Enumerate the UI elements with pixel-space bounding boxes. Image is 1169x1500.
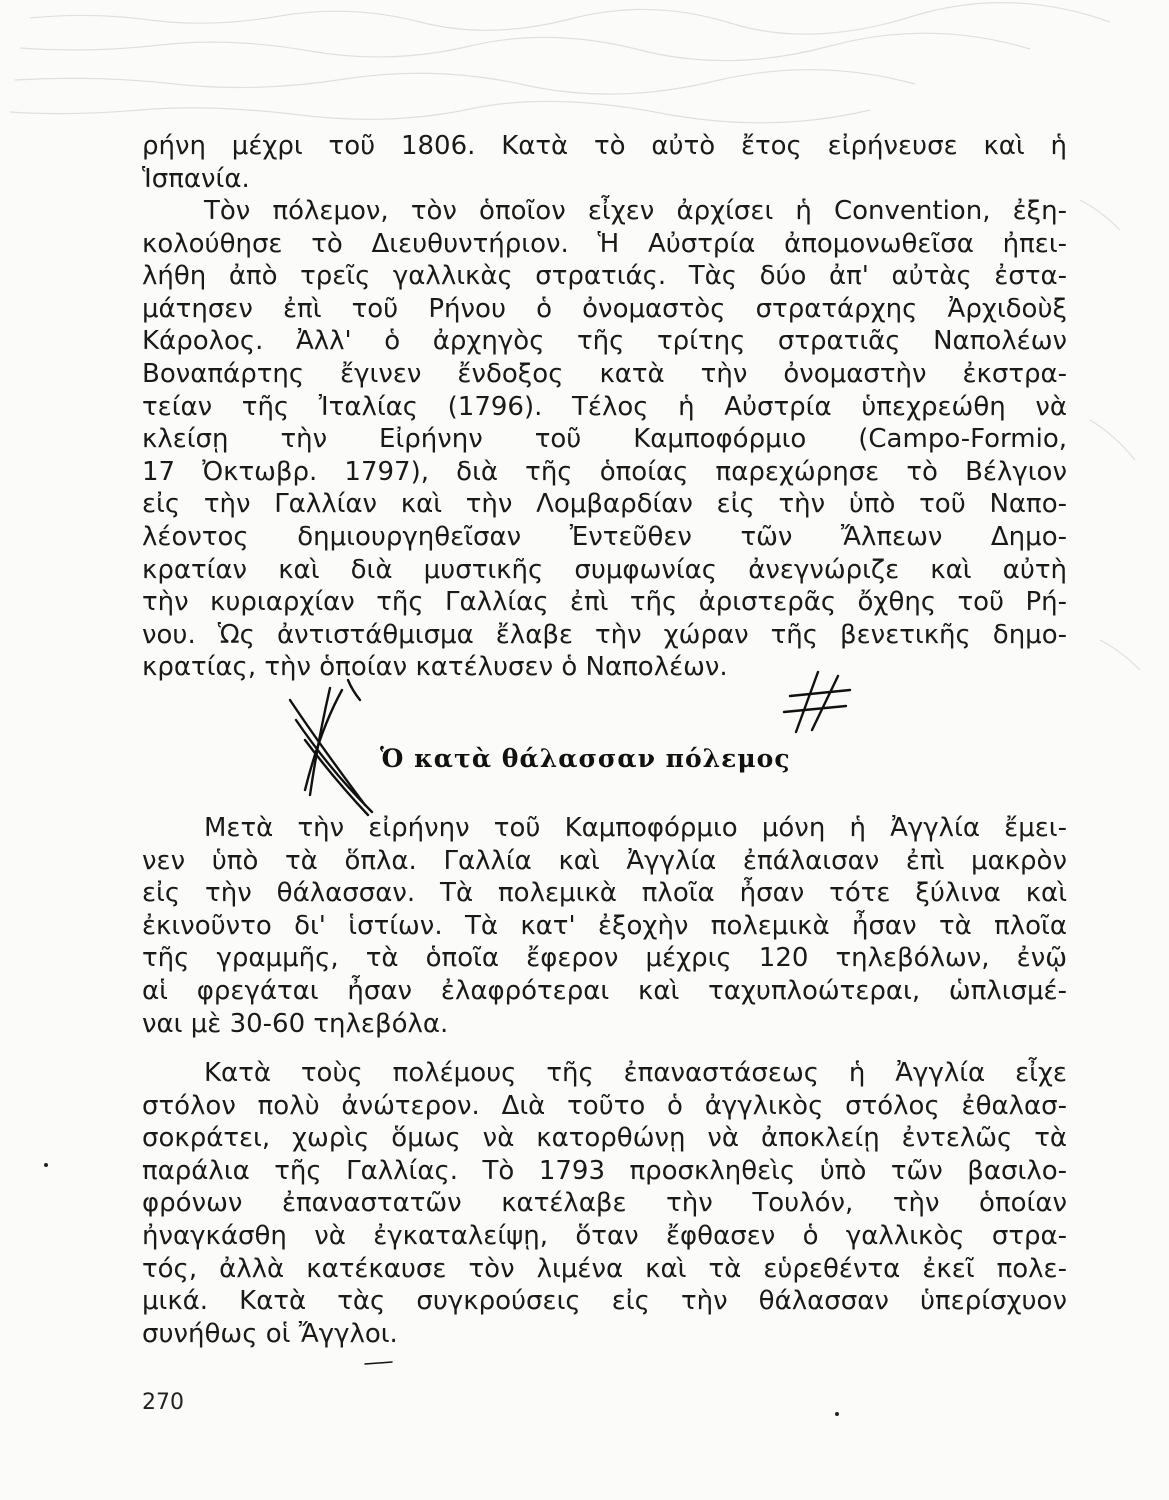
page-number: 270 [142,1390,184,1415]
pen-stroke-mark [812,676,838,730]
text-line: κρατίαν καὶ διὰ μυστικῆς συμφωνίας ἀνεγνώριζε καὶ αὐτὴ [142,554,1067,585]
text-line: Ἱσπανία. [142,163,250,194]
text-line: εἰς τὴν Γαλλίαν καὶ τὴν Λομβαρδίαν εἰς τὴν ὑπὸ τοῦ Ναπο- [142,489,1067,520]
text-line: νου. Ὡς ἀντιστάθμισμα ἔλαβε τὴν χώραν τῆς βενετικῆς δημο- [142,619,1067,650]
text-line: ἠναγκάσθη νὰ ἐγκαταλείψῃ, ὅταν ἔφθασεν ὁ γαλλικὸς στρα- [142,1220,1067,1251]
text-line: κρατίας, τὴν ὁποίαν κατέλυσεν ὁ Ναπολέων. [142,652,728,683]
section-heading: Ὁ κατὰ θάλασσαν πόλεμος [380,744,791,773]
text-line: φρόνων ἐπαναστατῶν κατέλαβε τὴν Τουλόν, τὴν ὁποίαν [142,1188,1067,1219]
text-line: τῆς γραμμῆς, τὰ ὁποῖα ἔφερον μέχρις 120 τηλεβόλων, ἐνῷ [142,943,1067,974]
text-line: Μετὰ τὴν εἰρήνην τοῦ Καμποφόρμιο μόνη ἡ Ἀγγλία ἔμει- [204,813,1067,843]
text-line: κλείσῃ τὴν Εἰρήνην τοῦ Καμποφόρμιο (Campo-Formio, [142,424,1067,455]
text-line: τός, ἀλλὰ κατέκαυσε τὸν λιμένα καὶ τὰ εὑρεθέντα ἐκεῖ πολε- [142,1253,1067,1284]
text-line: τείαν τῆς Ἰταλίας (1796). Τέλος ἡ Αὐστρία ὑπεχρεώθη νὰ [142,391,1067,422]
text-line: κολούθησε τὸ Διευθυντήριον. Ἡ Αὐστρία ἀπομονωθεῖσα ἠπει- [142,228,1067,259]
ink-dot [44,1163,48,1167]
text-line: συνήθως οἱ Ἄγγλοι. [142,1318,398,1349]
text-line: ἐκινοῦντο δι' ἱστίων. Τὰ κατ' ἐξοχὴν πολεμικὰ ἦσαν τὰ πλοῖα [142,910,1067,941]
text-line: λήθη ἀπὸ τρεῖς γαλλικὰς στρατιάς. Τὰς δύο ἀπ' αὐτὰς ἐστα- [142,261,1067,292]
text-line: Κατὰ τοὺς πολέμους τῆς ἐπαναστάσεως ἡ Ἀγγλία εἶχε [204,1058,1067,1088]
pen-stroke-mark [290,700,365,805]
paragraph-1 [142,130,1067,195]
text-line: ναι μὲ 30-60 τηλεβόλα. [142,1008,449,1039]
text-line: μικά. Κατὰ τὰς συγκρούσεις εἰς τὴν θάλασσαν ὑπερίσχυον [142,1286,1067,1317]
ink-dot [835,1412,839,1416]
pen-stroke-mark [784,706,846,712]
pen-stroke-mark [790,690,850,696]
text-line: τὴν κυριαρχίαν τῆς Γαλλίας ἐπὶ τῆς ἀριστερᾶς ὄχθης τοῦ Ρή- [142,587,1067,618]
text-line: Κάρολος. Ἀλλ' ὁ ἀρχηγὸς τῆς τρίτης στρατιᾶς Ναπολέων [142,326,1067,357]
text-line: εἰς τὴν θάλασσαν. Τὰ πολεμικὰ πλοῖα ἦσαν τότε ξύλινα καὶ [142,878,1067,909]
text-line: στόλον πολὺ ἀνώτερον. Διὰ τοῦτο ὁ ἀγγλικὸς στόλος ἐθαλασ- [142,1090,1067,1121]
text-line: νεν ὑπὸ τὰ ὅπλα. Γαλλία καὶ Ἀγγλία ἐπάλαισαν ἐπὶ μακρὸν [142,845,1067,876]
pen-stroke-mark [305,690,342,790]
paragraph-3 [142,812,1067,1040]
paragraph-4 [142,1057,1067,1350]
pen-stroke-mark [296,720,372,812]
text-line: παράλια τῆς Γαλλίας. Τὸ 1793 προσκληθεὶς ὑπὸ τῶν βασιλο- [142,1155,1067,1186]
text-line: Βοναπάρτης ἔγινεν ἔνδοξος κατὰ τὴν ὀνομαστὴν ἐκστρα- [142,358,1067,389]
text-line: μάτησεν ἐπὶ τοῦ Ρήνου ὁ ὀνομαστὸς στρατάρχης Ἀρχιδοὺξ [142,293,1067,324]
pen-stroke-mark [310,688,330,795]
text-line: 17 Ὀκτωβρ. 1797), διὰ τῆς ὁποίας παρεχώρησε τὸ Βέλγιον [142,456,1067,487]
pen-stroke-mark [305,740,368,815]
text-line: ρήνη μέχρι τοῦ 1806. Κατὰ τὸ αὐτὸ ἔτος εἰρήνευσε καὶ ἡ [142,131,1067,161]
text-line: σοκράτει, χωρὶς ὅμως νὰ κατορθώνῃ νὰ ἀποκλείῃ ἐντελῶς τὰ [142,1123,1067,1154]
text-line: λέοντος δημιουργηθεῖσαν Ἐντεῦθεν τῶν Ἄλπεων Δημο- [142,521,1067,552]
paragraph-2 [142,195,1067,684]
text-line: Τὸν πόλεμον, τὸν ὁποῖον εἶχεν ἀρχίσει ἡ Convention, ἐξη- [204,196,1067,226]
pen-stroke-mark [365,1362,392,1364]
text-line: αἱ φρεγάται ἦσαν ἐλαφρότεραι καὶ ταχυπλοώτεραι, ὡπλισμέ- [142,975,1067,1006]
